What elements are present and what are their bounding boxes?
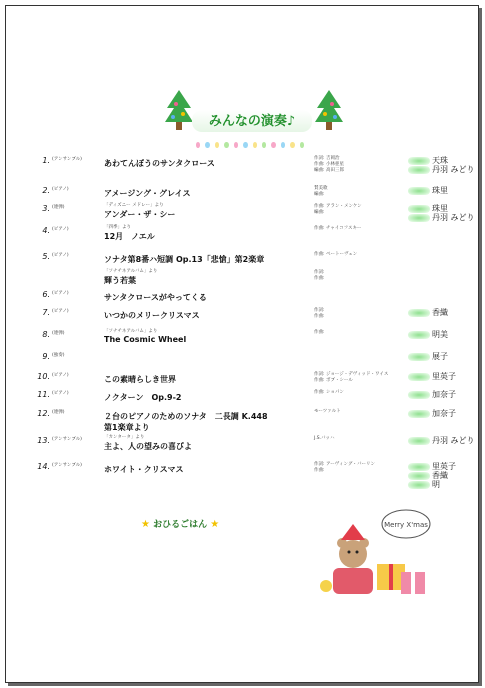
redaction-mark	[408, 166, 430, 174]
instrument-label: (ピアノ)	[52, 291, 69, 296]
piece-source: 「四季」より	[104, 225, 131, 230]
redaction-mark	[408, 353, 430, 361]
piece-title: ２台のピアノのためのソナタ 二長調 K.448 第1楽章より	[104, 412, 268, 432]
piece-title: この素晴らしき世界	[104, 375, 176, 384]
performer-name: 天珠	[408, 156, 475, 165]
piece-title: 12月 ノエル	[104, 232, 155, 241]
performer-name: 明	[408, 480, 456, 489]
dot	[262, 142, 266, 148]
piece-title: アメージング・グレイス	[104, 189, 191, 198]
piece-title: いつかのメリークリスマス	[104, 311, 200, 320]
performer-names	[408, 372, 456, 381]
program-page	[5, 5, 479, 683]
piece-title: サンタクロースがやってくる	[104, 293, 207, 302]
performer-name: 里英子	[408, 462, 456, 471]
performer-name: 香織	[408, 308, 448, 317]
item-number: 1.	[42, 156, 50, 165]
decorative-dots	[196, 142, 304, 150]
instrument-label: (ピアノ)	[52, 227, 69, 232]
performer-names	[408, 352, 448, 361]
instrument-label: (独奏)	[52, 353, 65, 358]
instrument-label: (ピアノ)	[52, 373, 69, 378]
composer-credit: 作詞: アーヴィング・バーリン 作曲:	[314, 462, 375, 473]
composer-credit: 作曲: ショパン	[314, 390, 344, 395]
redaction-mark	[408, 410, 430, 418]
performer-names	[408, 156, 475, 174]
redaction-mark	[408, 373, 430, 381]
instrument-label: (ピアノ)	[52, 253, 69, 258]
dot	[290, 142, 294, 148]
performer-names	[408, 409, 456, 418]
composer-credit: モーツァルト	[314, 409, 341, 414]
lunch-label: ★ おひるごはん ★	[141, 519, 220, 530]
item-number: 8.	[42, 330, 50, 339]
performer-name: 珠里	[408, 186, 448, 195]
piece-title: ノクターン Op.9-2	[104, 393, 182, 402]
piece-source: 「ソナチネアルバム」より	[104, 329, 158, 334]
christmas-illustration	[311, 506, 441, 606]
composer-credit: 作詞: 吉岡治 作曲: 小林亜星 編曲: 高田三郎	[314, 156, 344, 173]
piece-title: あわてんぼうのサンタクロース	[104, 159, 215, 168]
redaction-mark	[408, 157, 430, 165]
instrument-label: (ピアノ)	[52, 309, 69, 314]
star-icon: ★	[210, 519, 220, 530]
dot	[243, 142, 247, 148]
item-number: 7.	[42, 308, 50, 317]
performer-name: 珠里	[408, 204, 475, 213]
piece-title: 主よ、人の望みの喜びよ	[104, 442, 192, 451]
performer-names	[408, 204, 475, 222]
dot	[271, 142, 275, 148]
performer-name: 香織	[408, 471, 456, 480]
performer-names	[408, 436, 475, 445]
item-number: 13.	[37, 436, 50, 445]
composer-credit: 作曲: アラン・メンケン 編曲:	[314, 204, 362, 215]
performer-name: 丹羽 みどり	[408, 213, 475, 222]
performer-name: 加奈子	[408, 409, 456, 418]
redaction-mark	[408, 481, 430, 489]
dot	[281, 142, 285, 148]
composer-credit: 作曲:	[314, 330, 325, 335]
instrument-label: (アンサンブル)	[52, 437, 82, 442]
redaction-mark	[408, 391, 430, 399]
composer-credit: 作詞: 作曲:	[314, 270, 325, 281]
composer-credit: 作曲: ベートーヴェン	[314, 252, 358, 257]
dot	[224, 142, 228, 148]
item-number: 11.	[37, 390, 50, 399]
item-number: 2.	[42, 186, 50, 195]
instrument-label: (アンサンブル)	[52, 463, 82, 468]
performer-name: 明美	[408, 330, 448, 339]
piece-source: 「ディズニー メドレー」より	[104, 203, 164, 208]
piece-source: 「ソナチネアルバム」より	[104, 269, 158, 274]
christmas-tree-icon	[314, 88, 344, 136]
page-title: みんなの演奏♪	[192, 110, 312, 132]
redaction-mark	[408, 437, 430, 445]
performer-names	[408, 462, 456, 489]
performer-names	[408, 330, 448, 339]
item-number: 5.	[42, 252, 50, 261]
instrument-label: (連弾)	[52, 205, 65, 210]
composer-credit: J.S.バッハ	[314, 436, 335, 441]
dot	[253, 142, 257, 148]
composer-credit: 作曲: チャイコフスキー	[314, 226, 362, 231]
piece-title: アンダー・ザ・シー	[104, 210, 176, 219]
redaction-mark	[408, 463, 430, 471]
performer-name: 加奈子	[408, 390, 456, 399]
dot	[205, 142, 209, 148]
dot	[196, 142, 200, 148]
instrument-label: (連弾)	[52, 410, 65, 415]
illustration-bubble-text: Merry X'mas	[384, 521, 428, 529]
piece-title: 輝う若葉	[104, 276, 136, 285]
composer-credit: 作詞: ジョージ・デヴィッド・ワイス 作曲: ボブ・シール	[314, 372, 389, 383]
dot	[215, 142, 219, 148]
redaction-mark	[408, 187, 430, 195]
christmas-tree-icon	[164, 88, 194, 136]
dot	[300, 142, 304, 148]
composer-credit: 作詞: 作曲:	[314, 308, 325, 319]
item-number: 9.	[42, 352, 50, 361]
performer-name: 展子	[408, 352, 448, 361]
item-number: 3.	[42, 204, 50, 213]
instrument-label: (アンサンブル)	[52, 157, 82, 162]
star-icon: ★	[141, 519, 150, 530]
redaction-mark	[408, 309, 430, 317]
redaction-mark	[408, 214, 430, 222]
performer-name: 丹羽 みどり	[408, 436, 475, 445]
title-banner	[156, 88, 346, 158]
performer-names	[408, 390, 456, 399]
piece-source: 「カンタータ」より	[104, 435, 145, 440]
redaction-mark	[408, 331, 430, 339]
piece-title: ホワイト・クリスマス	[104, 465, 184, 474]
piece-title: ソナタ第8番ハ短調 Op.13「悲愴」第2楽章	[104, 255, 265, 264]
performer-names	[408, 308, 448, 317]
item-number: 4.	[42, 226, 50, 235]
instrument-label: (連弾)	[52, 331, 65, 336]
performer-names	[408, 186, 448, 195]
performer-name: 丹羽 みどり	[408, 165, 475, 174]
piece-title: The Cosmic Wheel	[104, 335, 187, 344]
item-number: 6.	[42, 290, 50, 299]
instrument-label: (ピアノ)	[52, 187, 69, 192]
item-number: 14.	[37, 462, 50, 471]
performer-name: 里英子	[408, 372, 456, 381]
redaction-mark	[408, 472, 430, 480]
composer-credit: 賛美歌 編曲:	[314, 186, 328, 197]
item-number: 12.	[37, 409, 50, 418]
item-number: 10.	[37, 372, 50, 381]
instrument-label: (ピアノ)	[52, 391, 69, 396]
dot	[234, 142, 238, 148]
redaction-mark	[408, 205, 430, 213]
